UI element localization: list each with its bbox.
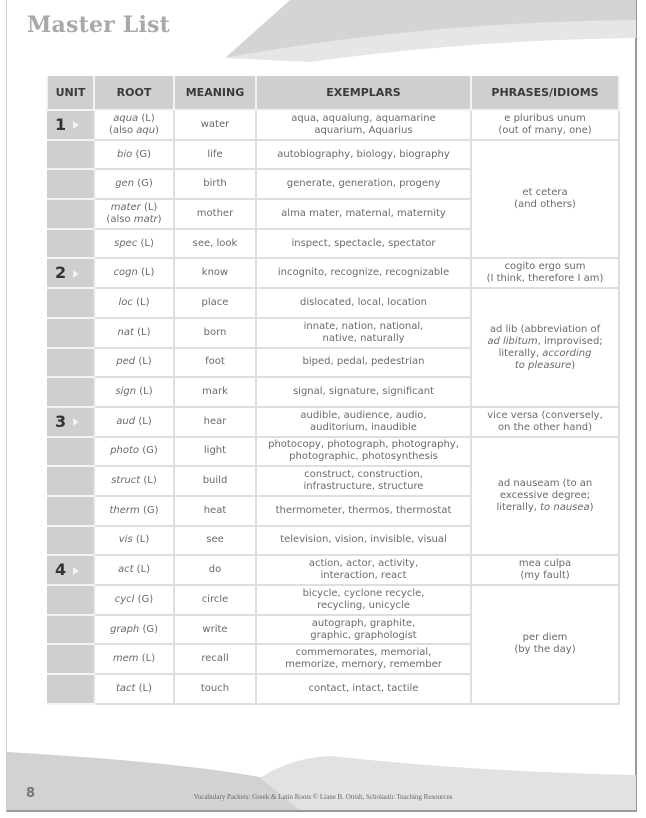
root-text: gen: [115, 178, 135, 190]
root-origin: (L): [138, 682, 153, 694]
root-origin: (L): [143, 475, 157, 487]
root-text: mater: [110, 201, 141, 213]
exemplar-line: bicycle, cyclone recycle,: [302, 587, 425, 599]
root-text: cogn: [113, 267, 138, 279]
arrow-right-icon: [73, 270, 79, 278]
table-row: [47, 555, 619, 585]
exemplars-cell: [256, 169, 471, 199]
phrase-segment: ): [589, 501, 594, 513]
exemplars-cell: [256, 318, 471, 348]
root-text: graph: [109, 623, 140, 635]
unit-cell: [47, 555, 94, 585]
unit-cell: [47, 110, 94, 140]
exemplars-cell: [256, 348, 471, 378]
table-header-row: [47, 76, 619, 110]
exemplars-cell: [256, 615, 471, 645]
meaning-cell: build: [174, 466, 256, 496]
page-number: 8: [26, 786, 36, 801]
meaning-cell: mother: [174, 199, 256, 229]
exemplars-cell: [256, 377, 471, 407]
root-origin: (L): [136, 564, 151, 576]
meaning-cell: born: [174, 318, 256, 348]
header-unit: UNIT: [47, 76, 94, 110]
root-origin: (L): [137, 326, 151, 338]
unit-cell: [47, 407, 94, 437]
exemplars-cell: [256, 407, 471, 437]
phrase-cell: [471, 258, 619, 288]
phrase-segment: ad nauseam (to an: [497, 477, 593, 489]
root-text: sign: [115, 386, 137, 398]
phrase-segment: (and others): [514, 199, 576, 211]
root-origin: (G): [142, 445, 158, 457]
phrase-segment: ad lib (abbreviation of: [489, 323, 601, 335]
unit-number: 4: [55, 560, 67, 580]
root-text: ped: [116, 356, 136, 368]
exemplars-cell: [256, 140, 471, 170]
exemplars-cell: [256, 466, 471, 496]
root-origin: (L): [138, 356, 152, 368]
root-text: act: [117, 564, 134, 576]
root-text: aud: [116, 415, 136, 427]
exemplar-line: recycling, unicycle: [317, 599, 410, 611]
meaning-cell: write: [174, 615, 256, 645]
header-exemplars: EXEMPLARS: [256, 76, 471, 110]
root-text: mem: [112, 653, 139, 665]
unit-cell-empty: [47, 644, 94, 674]
exemplar-line: contact, intact, tactile: [308, 682, 419, 694]
meaning-cell: see, look: [174, 229, 256, 259]
exemplars-cell: [256, 555, 471, 585]
table-row: [47, 258, 619, 288]
unit-number: 2: [55, 263, 67, 283]
root-cell: [94, 407, 174, 437]
header-meaning: MEANING: [174, 76, 256, 110]
root-also-close: ): [157, 213, 162, 225]
exemplar-line: photographic, photosynthesis: [289, 451, 438, 463]
root-text: vis: [118, 534, 133, 546]
root-origin: (L): [139, 386, 153, 398]
root-also-label: (also: [106, 213, 134, 225]
phrase-segment: to nausea: [540, 501, 590, 513]
root-text: loc: [118, 296, 133, 308]
phrase-segment: (out of many, one): [498, 124, 592, 136]
root-cell: [94, 437, 174, 467]
root-origin: (L): [143, 201, 158, 213]
meaning-cell: birth: [174, 169, 256, 199]
root-cell: [94, 466, 174, 496]
exemplars-cell: [256, 199, 471, 229]
unit-cell-empty: [47, 615, 94, 645]
root-cell: [94, 377, 174, 407]
phrase-segment: ad libitum: [487, 335, 538, 347]
exemplar-line: native, naturally: [322, 332, 405, 344]
unit-number: 1: [55, 114, 67, 134]
unit-cell-empty: [47, 437, 94, 467]
phrase-cell: [471, 140, 619, 259]
exemplar-line: generate, generation, progeny: [286, 178, 441, 190]
unit-cell-empty: [47, 229, 94, 259]
table-row: [47, 140, 619, 170]
master-list-table: [46, 76, 620, 705]
unit-cell-empty: [47, 377, 94, 407]
root-cell: [94, 318, 174, 348]
exemplars-cell: [256, 644, 471, 674]
phrase-cell: [471, 437, 619, 556]
exemplar-line: memorize, memory, remember: [285, 659, 442, 671]
meaning-cell: see: [174, 526, 256, 556]
root-text: nat: [117, 326, 134, 338]
root-text: spec: [114, 237, 138, 249]
root-text: aqua: [113, 112, 139, 124]
root-also: aqu: [136, 124, 156, 136]
root-origin: (G): [142, 623, 159, 635]
unit-cell-empty: [47, 199, 94, 229]
root-text: struct: [111, 475, 141, 487]
exemplar-line: construct, construction,: [304, 469, 423, 481]
phrase-cell: [471, 555, 619, 585]
unit-cell-empty: [47, 674, 94, 704]
root-origin: (L): [141, 653, 156, 665]
unit-cell-empty: [47, 526, 94, 556]
exemplar-line: aqua, aqualung, aquamarine: [291, 112, 436, 124]
root-cell: [94, 555, 174, 585]
exemplars-cell: [256, 496, 471, 526]
unit-cell: [47, 258, 94, 288]
root-cell: [94, 258, 174, 288]
unit-cell-empty: [47, 466, 94, 496]
phrase-segment: mea culpa: [518, 558, 572, 570]
unit-cell-empty: [47, 140, 94, 170]
root-cell: [94, 348, 174, 378]
root-origin: (L): [135, 534, 150, 546]
exemplar-line: autobiography, biology, biography: [277, 148, 450, 160]
exemplar-line: alma mater, maternal, maternity: [281, 207, 446, 219]
phrase-segment: literally,: [498, 347, 543, 359]
meaning-cell: mark: [174, 377, 256, 407]
table-row: [47, 407, 619, 437]
phrase-segment: on the other hand): [497, 421, 593, 433]
meaning-cell: know: [174, 258, 256, 288]
root-origin: (L): [136, 296, 150, 308]
page-title: Master List: [27, 12, 170, 38]
exemplar-line: photocopy, photograph, photography,: [268, 439, 459, 451]
exemplars-cell: [256, 110, 471, 140]
phrase-segment: ): [571, 359, 576, 371]
exemplar-line: thermometer, thermos, thermostat: [275, 504, 452, 516]
root-cell: [94, 674, 174, 704]
exemplar-line: signal, signature, significant: [292, 386, 435, 398]
exemplars-cell: [256, 526, 471, 556]
exemplar-line: aquarium, Aquarius: [314, 124, 413, 136]
exemplar-line: dislocated, local, location: [300, 296, 427, 308]
root-also-label: (also: [108, 124, 137, 136]
unit-cell-empty: [47, 169, 94, 199]
table-row: [47, 110, 619, 140]
phrase-cell: [471, 407, 619, 437]
root-also-close: ): [155, 124, 160, 136]
exemplars-cell: [256, 437, 471, 467]
phrase-segment: , improvised;: [537, 335, 603, 347]
exemplar-line: graphic, graphologist: [310, 629, 417, 641]
root-cell: [94, 526, 174, 556]
footer-credit: Vocabulary Packets: Greek & Latin Roots © Liane B. Onish, Scholastic Teaching Resources: [193, 793, 453, 801]
exemplar-line: autograph, graphite,: [311, 617, 416, 629]
exemplar-line: biped, pedal, pedestrian: [302, 356, 425, 368]
exemplar-line: incognito, recognize, recognizable: [277, 267, 450, 279]
meaning-cell: water: [174, 110, 256, 140]
meaning-cell: touch: [174, 674, 256, 704]
root-text: photo: [110, 445, 140, 457]
phrase-segment: according: [542, 347, 592, 359]
exemplars-cell: [256, 674, 471, 704]
root-origin: (G): [137, 593, 154, 605]
root-cell: [94, 644, 174, 674]
root-text: tact: [115, 682, 136, 694]
meaning-cell: heat: [174, 496, 256, 526]
root-origin: (G): [142, 504, 159, 516]
meaning-cell: place: [174, 288, 256, 318]
exemplars-cell: [256, 585, 471, 615]
root-cell: [94, 140, 174, 170]
root-cell: [94, 585, 174, 615]
root-cell: [94, 288, 174, 318]
exemplar-line: action, actor, activity,: [308, 558, 419, 570]
root-cell: [94, 229, 174, 259]
phrase-segment: (I think, therefore I am): [486, 273, 604, 285]
root-cell: [94, 199, 174, 229]
exemplar-line: television, vision, invisible, visual: [280, 534, 447, 546]
root-cell: [94, 615, 174, 645]
phrase-segment: literally,: [496, 501, 541, 513]
unit-cell-empty: [47, 288, 94, 318]
root-text: cycl: [114, 593, 135, 605]
phrase-cell: [471, 288, 619, 407]
arrow-right-icon: [73, 418, 79, 426]
phrase-segment: et cetera: [522, 187, 568, 199]
exemplar-line: inspect, spectacle, spectator: [291, 237, 436, 249]
phrase-segment: (by the day): [514, 644, 576, 656]
exemplars-cell: [256, 258, 471, 288]
exemplar-line: interaction, react: [320, 570, 407, 582]
exemplars-cell: [256, 288, 471, 318]
root-origin: (L): [140, 237, 154, 249]
meaning-cell: recall: [174, 644, 256, 674]
phrase-cell: [471, 110, 619, 140]
phrase-segment: to pleasure: [514, 359, 572, 371]
exemplar-line: audible, audience, audio,: [300, 409, 427, 421]
unit-cell-empty: [47, 585, 94, 615]
phrase-segment: e pluribus unum: [504, 112, 586, 124]
exemplars-cell: [256, 229, 471, 259]
phrase-segment: vice versa (conversely,: [487, 409, 603, 421]
phrase-segment: excessive degree;: [499, 489, 591, 501]
arrow-right-icon: [73, 567, 79, 575]
table-row: [47, 288, 619, 318]
meaning-cell: life: [174, 140, 256, 170]
root-cell: [94, 169, 174, 199]
root-origin: (L): [138, 415, 152, 427]
root-cell: [94, 496, 174, 526]
phrase-segment: cogito ergo sum: [504, 261, 586, 273]
meaning-cell: light: [174, 437, 256, 467]
unit-cell-empty: [47, 496, 94, 526]
root-text: therm: [109, 504, 140, 516]
bottom-swoosh-light: [260, 756, 636, 810]
header-phrases-idioms: PHRASES/IDIOMS: [471, 76, 619, 110]
unit-cell-empty: [47, 348, 94, 378]
unit-number: 3: [55, 411, 67, 431]
meaning-cell: circle: [174, 585, 256, 615]
root-text: bio: [117, 148, 133, 160]
arrow-right-icon: [73, 121, 79, 129]
exemplar-line: commemorates, memorial,: [295, 647, 432, 659]
meaning-cell: hear: [174, 407, 256, 437]
phrase-segment: per diem: [522, 632, 568, 644]
exemplar-line: innate, nation, national,: [303, 320, 424, 332]
phrase-segment: (my fault): [520, 570, 570, 582]
exemplar-line: infrastructure, structure: [303, 481, 424, 493]
phrase-cell: [471, 585, 619, 704]
root-origin: (G): [137, 178, 153, 190]
exemplar-line: auditorium, inaudible: [310, 421, 417, 433]
root-origin: (L): [141, 267, 155, 279]
meaning-cell: do: [174, 555, 256, 585]
header-root: ROOT: [94, 76, 174, 110]
table-row: [47, 437, 619, 467]
root-origin: (L): [141, 112, 155, 124]
meaning-cell: foot: [174, 348, 256, 378]
unit-cell-empty: [47, 318, 94, 348]
root-origin: (G): [135, 148, 151, 160]
root-cell: [94, 110, 174, 140]
table-row: [47, 585, 619, 615]
root-also: matr: [133, 213, 158, 225]
